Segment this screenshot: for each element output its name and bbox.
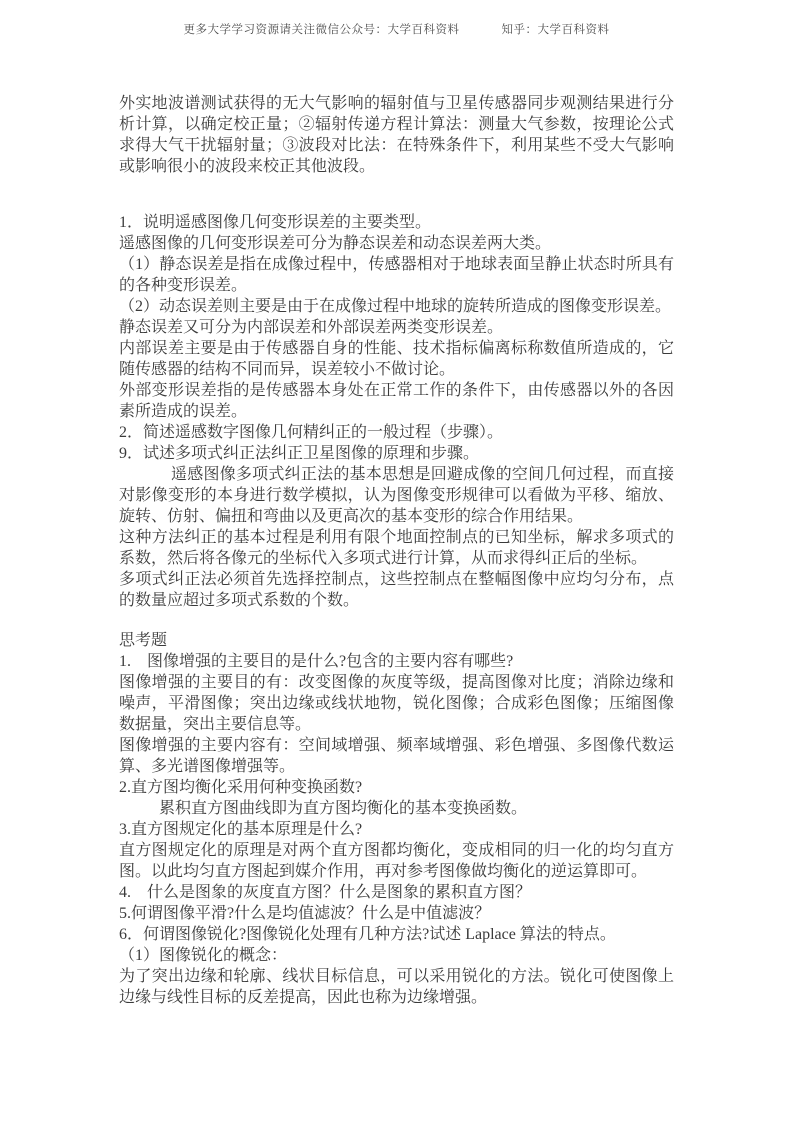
answer-enhancement-purposes: 图像增强的主要目的有：改变图像的灰度等级，提高图像对比度；消除边缘和噪声，平滑图像；突出边缘或线状地物，锐化图像；合成彩色图像；压缩图像数据量，突出主要信息等。 bbox=[119, 674, 674, 733]
document-body bbox=[119, 93, 674, 1008]
answer-dynamic-error-definition: （2）动态误差则主要是由于在成像过程中地球的旋转所造成的图像变形误差。 bbox=[119, 298, 672, 315]
question-geometric-distortion-types: 1．说明遥感图像几何变形误差的主要类型。 bbox=[119, 214, 432, 231]
question-histogram-equalization: 2.直方图均衡化采用何种变换函数? bbox=[119, 779, 363, 796]
answer-cumulative-histogram: 累积直方图曲线即为直方图均衡化的基本变换函数。 bbox=[159, 800, 528, 817]
answer-enhancement-contents: 图像增强的主要内容有：空间域增强、频率域增强、彩色增强、多图像代数运算、多光谱图像增强等。 bbox=[119, 737, 674, 775]
answer-sharpening-concept: 为了突出边缘和轮廓、线状目标信息，可以采用锐化的方法。锐化可使图像上边缘与线性目标的反差提高，因此也称为边缘增强。 bbox=[119, 968, 674, 1006]
subheading-sharpening-concept: （1）图像锐化的概念： bbox=[119, 947, 288, 964]
question-image-smoothing: 5.何谓图像平滑?什么是均值滤波？什么是中值滤波？ bbox=[119, 905, 491, 922]
question-polynomial-correction: 9．试述多项式纠正法纠正卫星图像的原理和步骤。 bbox=[119, 445, 480, 462]
answer-control-points: 多项式纠正法必须首先选择控制点，这些控制点在整幅图像中应均匀分布，点的数量应超过多项式系数的个数。 bbox=[119, 571, 674, 609]
question-histogram-specification: 3.直方图规定化的基本原理是什么? bbox=[119, 821, 363, 838]
answer-polynomial-process: 这种方法纠正的基本过程是利用有限个地面控制点的已知坐标，解求多项式的系数，然后将各像元的坐标代入多项式进行计算，从而求得纠正后的坐标。 bbox=[119, 529, 674, 567]
question-geometric-correction-steps: 2．简述遥感数字图像几何精纠正的一般过程（步骤）。 bbox=[119, 424, 504, 441]
answer-external-error: 外部变形误差指的是传感器本身处在正常工作的条件下，由传感器以外的各因素所造成的误差。 bbox=[119, 382, 674, 420]
answer-static-error-definition: （1）静态误差是指在成像过程中，传感器相对于地球表面呈静止状态时所具有的各种变形误差。 bbox=[119, 256, 674, 294]
page-header bbox=[0, 21, 793, 37]
question-image-sharpening-laplace: 6．何谓图像锐化?图像锐化处理有几种方法?试述 Laplace 算法的特点。 bbox=[119, 926, 616, 943]
header-wechat-note: 更多大学学习资源请关注微信公众号：大学百科资料 bbox=[183, 24, 460, 36]
header-zhihu-note: 知乎：大学百科资料 bbox=[501, 24, 610, 36]
answer-static-error-subtypes: 静态误差又可分为内部误差和外部误差两类变形误差。 bbox=[119, 319, 504, 336]
paragraph-atmospheric-correction-methods: 外实地波谱测试获得的无大气影响的辐射值与卫星传感器同步观测结果进行分析计算，以确定校正量；②辐射传递方程计算法：测量大气参数，按理论公式求得大气干扰辐射量；③波段对比法：在特殊条件下，利用某些不受大气影响或影响很小的波段来校正其他波段。 bbox=[119, 95, 674, 175]
answer-internal-error: 内部误差主要是由于传感器自身的性能、技术指标偏离标称数值所造成的，它随传感器的结构不同而异，误差较小不做讨论。 bbox=[119, 340, 674, 378]
answer-histogram-specification: 直方图规定化的原理是对两个直方图都均衡化，变成相同的归一化的均匀直方图。以此均匀直方图起到媒介作用，再对参考图像做均衡化的逆运算即可。 bbox=[119, 842, 674, 880]
answer-polynomial-basic-idea: 遥感图像多项式纠正法的基本思想是回避成像的空间几何过程，而直接对影像变形的本身进行数学模拟，认为图像变形规律可以看做为平移、缩放、旋转、仿射、偏扭和弯曲以及更高次的基本变形的综合作用结果。 bbox=[119, 466, 674, 525]
question-gray-histogram: 4. 什么是图象的灰度直方图？什么是图象的累积直方图？ bbox=[119, 884, 532, 901]
question-image-enhancement-purpose: 1. 图像增强的主要目的是什么?包含的主要内容有哪些? bbox=[119, 653, 514, 670]
section-heading-review-questions: 思考题 bbox=[119, 632, 168, 649]
answer-distortion-two-classes: 遥感图像的几何变形误差可分为静态误差和动态误差两大类。 bbox=[119, 235, 552, 252]
